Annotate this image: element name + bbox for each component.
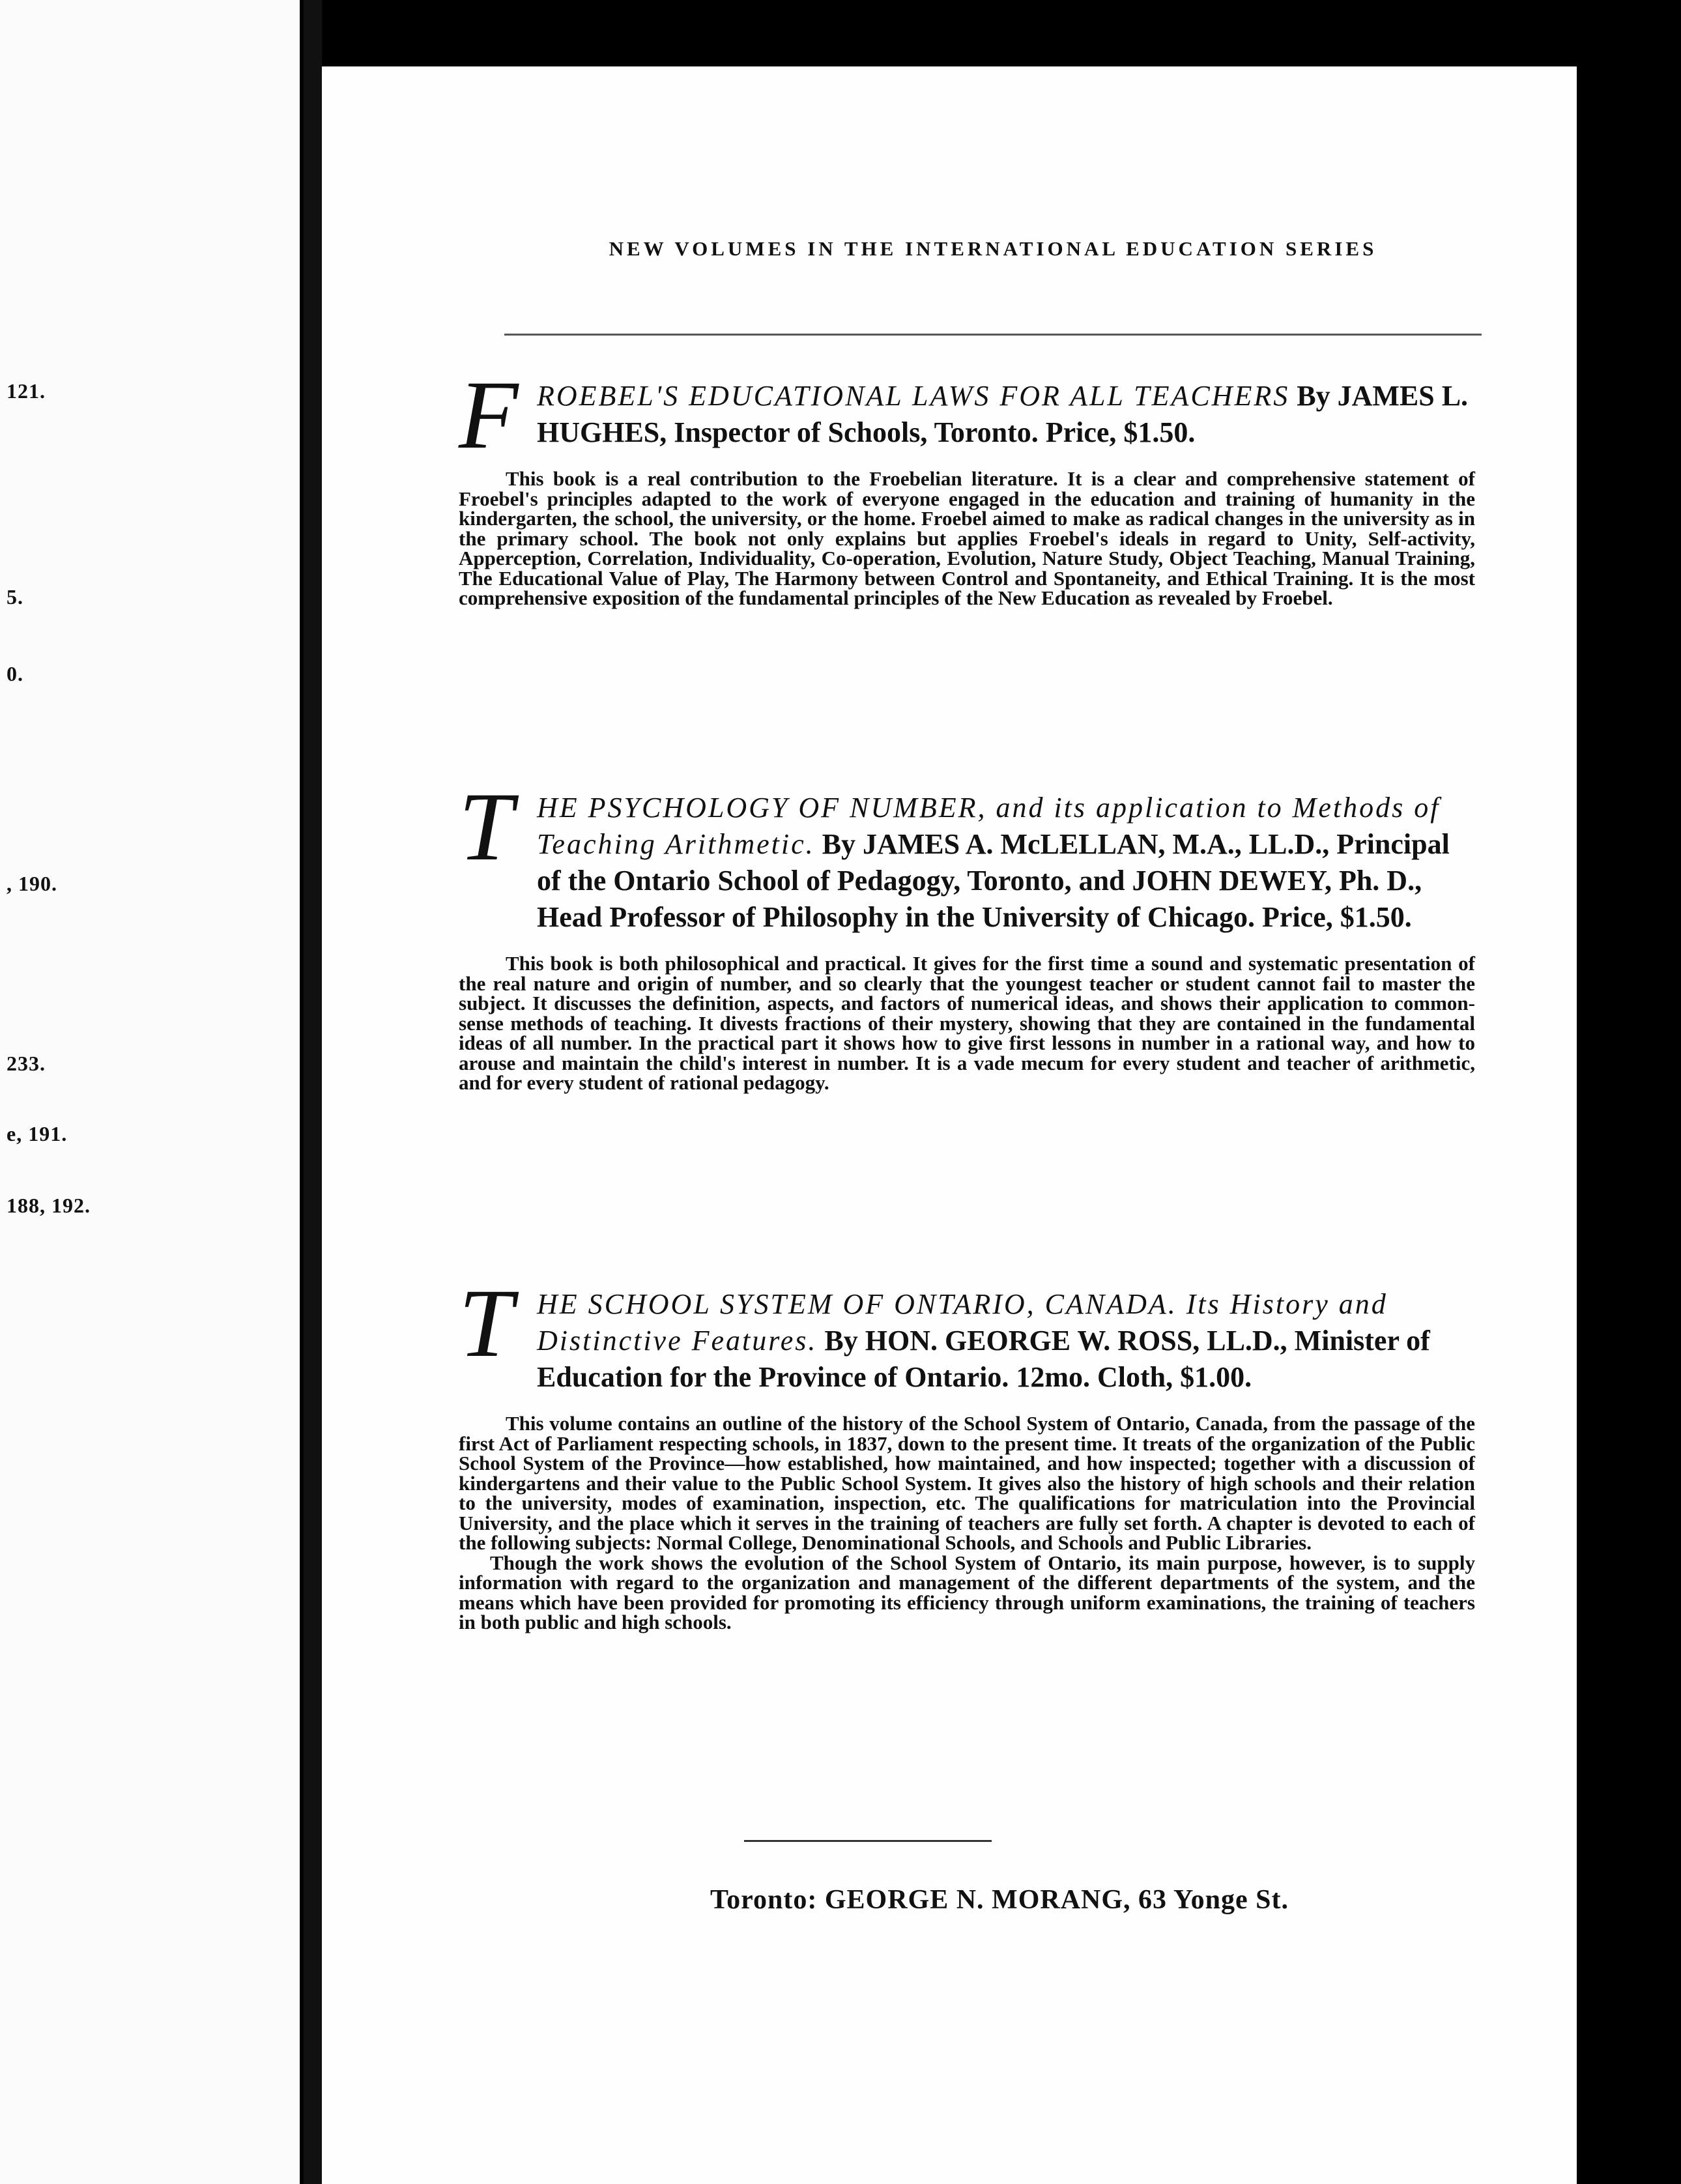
- publisher-imprint: Toronto: GEORGE N. MORANG, 63 Yonge St.: [710, 1885, 1289, 1915]
- index-fragment: e, 191.: [7, 1122, 68, 1145]
- heading-rule: [504, 334, 1482, 336]
- entry-heading: [459, 1269, 1475, 1396]
- series-heading: NEW VOLUMES IN THE INTERNATIONAL EDUCATION SERIES: [609, 237, 1377, 260]
- book-details: By JAMES A. McLELLAN, M.A., LL.D., Principal of the Ontario School of Pedagogy, Toronto, and JOHN DEWEY, Ph. D., Head Professor of Philosophy in the University of Chicago. Price, $1.50.: [537, 828, 1450, 933]
- scan-border-top: [322, 0, 1681, 66]
- book-title: HE SCHOOL SYSTEM OF ONTARIO, CANADA. Its History and Distinctive Features.: [537, 1288, 1388, 1357]
- index-fragment: 233.: [7, 1052, 46, 1075]
- drop-cap: T: [459, 773, 513, 881]
- scan-border-right: [1577, 0, 1681, 2184]
- book-description: [459, 954, 1475, 1093]
- book-description: [459, 1414, 1475, 1633]
- index-fragment: 121.: [7, 379, 46, 403]
- index-fragment: 188, 192.: [7, 1194, 91, 1217]
- book-description: [459, 469, 1475, 609]
- advertisement-page: [322, 66, 1577, 2184]
- book-details: By HON. GEORGE W. ROSS, LL.D., Minister of Education for the Province of Ontario. 12mo. Cloth, $1.00.: [537, 1325, 1430, 1393]
- entry-heading: [459, 361, 1475, 469]
- book-title: HE PSYCHOLOGY OF NUMBER, and its application to Methods of Teaching Arithmetic.: [537, 792, 1441, 860]
- description-paragraph: This volume contains an outline of the history of the School System of Ontario, Canada, from the passage of the first Act of Parliament respecting schools, in 1837, down to the present time. It treats of the organization of the Public School System of the Province—how established, how maintained, and how inspected; together with a discussion of kindergartens and their value to the Public School System. It gives also the history of high schools and their relation to the university, modes of examination, inspection, etc. The qualifications for matriculation into the Provincial University, and the place which it serves in the training of teachers are fully set forth. A chapter is devoted to each of the following subjects: Normal College, Denominational Schools, and Schools and Public Libraries.: [459, 1412, 1475, 1554]
- previous-page: [0, 0, 304, 2184]
- footer-rule: [744, 1840, 992, 1842]
- index-fragment: 0.: [7, 662, 23, 685]
- book-title: ROEBEL'S EDUCATIONAL LAWS FOR ALL TEACHERS: [537, 380, 1290, 412]
- drop-cap: T: [459, 1269, 513, 1377]
- index-fragment: , 190.: [7, 872, 57, 895]
- book-details: By JAMES L. HUGHES, Inspector of Schools, Toronto. Price, $1.50.: [537, 380, 1469, 448]
- description-paragraph: This book is both philosophical and practical. It gives for the first time a sound and systematic presentation of the real nature and origin of number, and so clearly that the youngest teacher or student cannot fail to master the subject. It discusses the definition, aspects, and factors of numerical ideas, and shows their application to common-sense methods of teaching. It divests fractions of their mystery, showing that they are contained in the fundamental ideas of all number. In the practical part it shows how to give first lessons in number in a rational way, and how to arouse and maintain the child's interest in number. It is a vade mecum for every student and teacher of arithmetic, and for every student of rational pedagogy.: [459, 952, 1475, 1094]
- book-entry: [459, 773, 1475, 1094]
- book-entry: [459, 1269, 1475, 1633]
- book-entry: [459, 361, 1475, 609]
- entry-heading: [459, 773, 1475, 936]
- description-paragraph: This book is a real contribution to the Froebelian literature. It is a clear and comprehensive statement of Froebel's principles adapted to the work of everyone engaged in the education and training of humanity in the kindergarten, the school, the university, or the home. Froebel aimed to make as radical changes in the university as in the primary school. The book not only explains but applies Froebel's ideals in regard to Unity, Self-activity, Apperception, Correlation, Individuality, Co-operation, Evolution, Nature Study, Object Teaching, Manual Training, The Educational Value of Play, The Harmony between Control and Spontaneity, and Ethical Training. It is the most comprehensive exposition of the fundamental principles of the New Education as revealed by Froebel.: [459, 467, 1475, 609]
- index-fragment: 5.: [7, 585, 23, 609]
- description-paragraph: Though the work shows the evolution of the School System of Ontario, its main purpose, however, is to supply information with regard to the organization and management of the different departments of the system, and the means which have been provided for promoting its efficiency through uniform examinations, the training of teachers in both public and high schools.: [459, 1551, 1475, 1633]
- drop-cap: F: [459, 361, 519, 469]
